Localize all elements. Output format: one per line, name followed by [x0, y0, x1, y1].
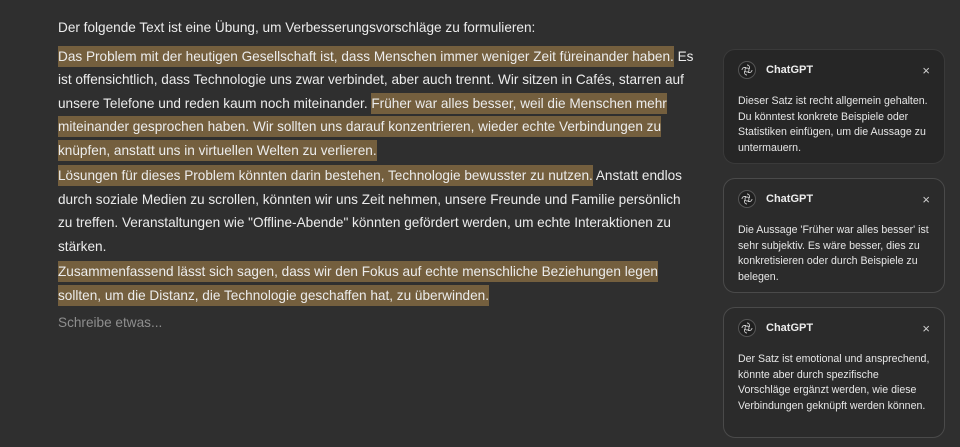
text-span: Anstatt endlos durch soziale Medien zu scrollen, könnten wir uns Zeit nehmen, unsere Freunde und Familie persönlich zu treffen. Veranstaltungen wie "Offline-Abende" könnten gefördert werden, um echte Interaktionen zu stärken.	[58, 168, 682, 254]
comment-author: ChatGPT	[766, 64, 814, 76]
comment-author: ChatGPT	[766, 322, 814, 334]
comment-card-3[interactable]	[723, 307, 945, 438]
intro-line: Der folgende Text ist eine Übung, um Verbesserungsvorschläge zu formulieren:	[58, 20, 536, 35]
highlighted-sentence-2[interactable]: Früher war alles besser, weil die Menschen mehr miteinander gesprochen haben.	[58, 93, 667, 138]
paragraph-2[interactable]	[58, 164, 698, 258]
paragraph-1[interactable]	[58, 45, 698, 163]
close-icon[interactable]: ×	[922, 62, 930, 78]
comment-header	[738, 60, 930, 80]
comment-header	[738, 189, 930, 209]
comment-header	[738, 318, 930, 338]
comment-author: ChatGPT	[766, 193, 814, 205]
text-span: Es ist offensichtlich, dass Technologie uns zwar verbindet, aber auch trennt. Wir sitzen in Cafés, starren auf unsere Telefone und reden kaum noch miteinander.	[58, 48, 694, 111]
comment-text: Die Aussage 'Früher war alles besser' ist sehr subjektiv. Es wäre besser, dies zu konkretisieren oder durch Beispiele zu belegen.	[738, 224, 929, 283]
document-editor[interactable]	[58, 16, 698, 337]
editor-placeholder[interactable]: Schreibe etwas...	[58, 315, 163, 330]
comment-card-1[interactable]	[723, 49, 945, 164]
comment-text: Dieser Satz ist recht allgemein gehalten. Du könntest konkrete Beispiele oder Statistiken einfügen, um die Aussage zu untermauern.	[738, 95, 928, 154]
paragraph-3[interactable]	[58, 260, 698, 307]
highlighted-sentence-4[interactable]: Lösungen für dieses Problem könnten darin bestehen, Technologie bewusster zu nutzen.	[58, 165, 593, 186]
comment-card-2[interactable]	[723, 178, 945, 293]
close-icon[interactable]: ×	[922, 191, 930, 207]
close-icon[interactable]: ×	[922, 320, 930, 336]
comment-text: Der Satz ist emotional und ansprechend, könnte aber durch spezifische Vorschläge ergänzt werden, wie diese Verbindungen geknüpft werden können.	[738, 353, 930, 412]
highlighted-sentence-5[interactable]: Zusammenfassend lässt sich sagen, dass wir den Fokus auf echte menschliche Beziehungen legen sollten, um die Distanz, die Technologie geschaffen hat, zu überwinden.	[58, 261, 658, 306]
highlighted-sentence-1[interactable]: Das Problem mit der heutigen Gesellschaft ist, dass Menschen immer weniger Zeit füreinander haben.	[58, 46, 674, 67]
openai-logo-icon	[738, 190, 756, 208]
highlighted-sentence-3[interactable]: Wir sollten uns darauf konzentrieren, wieder echte Verbindungen zu knüpfen, anstatt uns in virtuellen Welten zu verlieren.	[58, 116, 661, 161]
openai-logo-icon	[738, 61, 756, 79]
openai-logo-icon	[738, 319, 756, 337]
